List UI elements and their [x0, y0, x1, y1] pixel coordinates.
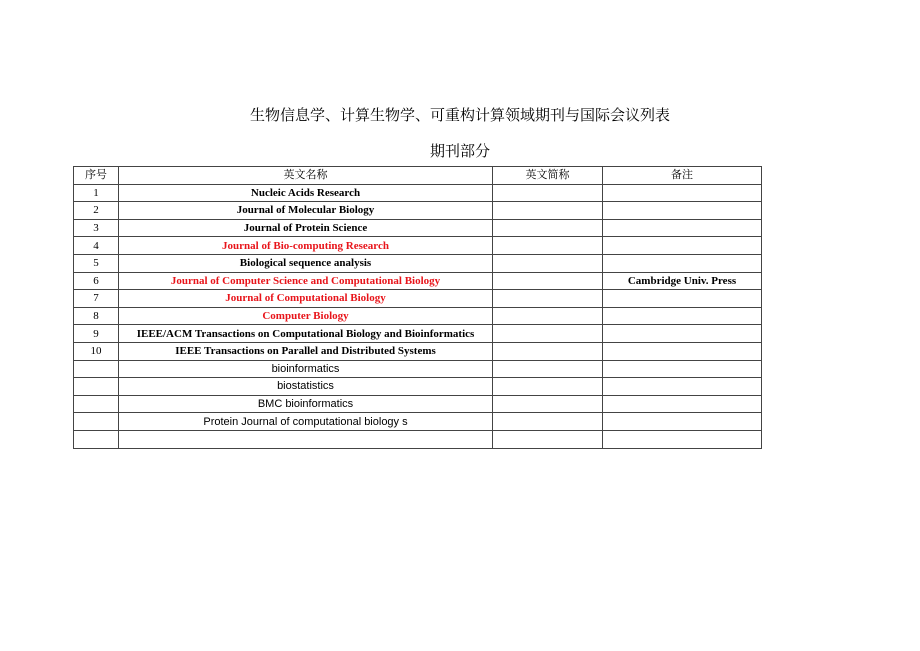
row-number-cell: 5 [74, 254, 119, 272]
remarks-cell [603, 290, 762, 308]
table-row [74, 184, 762, 202]
journal-name-cell: BMC bioinformatics [119, 395, 493, 413]
row-number-cell: 3 [74, 219, 119, 237]
row-number-cell [74, 413, 119, 431]
row-number-cell: 7 [74, 290, 119, 308]
journal-name-cell: Journal of Protein Science [119, 219, 493, 237]
journal-name-cell: Computer Biology [119, 307, 493, 325]
remarks-cell [603, 202, 762, 220]
document-title: 生物信息学、计算生物学、可重构计算领域期刊与国际会议列表 [249, 106, 670, 124]
journal-name-cell: Biological sequence analysis [119, 254, 493, 272]
table-row [74, 307, 762, 325]
journal-name-cell: Journal of Bio-computing Research [119, 237, 493, 255]
abbreviation-cell [493, 307, 603, 325]
row-number-cell [74, 430, 119, 448]
abbreviation-cell [493, 325, 603, 343]
table-row [74, 202, 762, 220]
remarks-cell [603, 307, 762, 325]
column-header-number: 序号 [74, 167, 119, 185]
remarks-cell [603, 325, 762, 343]
table-row [74, 378, 762, 396]
row-number-cell: 6 [74, 272, 119, 290]
abbreviation-cell [493, 202, 603, 220]
abbreviation-cell [493, 272, 603, 290]
journal-name-cell: IEEE Transactions on Parallel and Distributed Systems [119, 342, 493, 360]
table-row [74, 395, 762, 413]
table-row [74, 360, 762, 378]
abbreviation-cell [493, 254, 603, 272]
journal-name-cell: Journal of Computational Biology [119, 290, 493, 308]
remarks-cell [603, 360, 762, 378]
remarks-cell [603, 184, 762, 202]
journal-name-cell: bioinformatics [119, 360, 493, 378]
table-header-row [74, 167, 762, 185]
table-body [74, 184, 762, 448]
remarks-cell [603, 237, 762, 255]
row-number-cell: 10 [74, 342, 119, 360]
abbreviation-cell [493, 290, 603, 308]
row-number-cell: 1 [74, 184, 119, 202]
journal-name-cell: Protein Journal of computational biology s [119, 413, 493, 431]
abbreviation-cell [493, 184, 603, 202]
table-row [74, 254, 762, 272]
row-number-cell: 2 [74, 202, 119, 220]
remarks-cell [603, 430, 762, 448]
abbreviation-cell [493, 413, 603, 431]
section-heading: 期刊部分 [429, 142, 490, 160]
table-row [74, 272, 762, 290]
abbreviation-cell [493, 395, 603, 413]
row-number-cell: 9 [74, 325, 119, 343]
remarks-cell [603, 342, 762, 360]
journal-name-cell: Journal of Computer Science and Computational Biology [119, 272, 493, 290]
abbreviation-cell [493, 360, 603, 378]
row-number-cell: 8 [74, 307, 119, 325]
remarks-cell [603, 219, 762, 237]
remarks-cell [603, 395, 762, 413]
table-row [74, 219, 762, 237]
remarks-cell [603, 413, 762, 431]
row-number-cell [74, 360, 119, 378]
journal-name-cell: Journal of Molecular Biology [119, 202, 493, 220]
abbreviation-cell [493, 430, 603, 448]
table-row [74, 290, 762, 308]
remarks-cell [603, 378, 762, 396]
abbreviation-cell [493, 342, 603, 360]
journal-name-cell [119, 430, 493, 448]
journal-name-cell: biostatistics [119, 378, 493, 396]
abbreviation-cell [493, 219, 603, 237]
column-header-english-name: 英文名称 [119, 167, 493, 185]
abbreviation-cell [493, 378, 603, 396]
journal-name-cell: IEEE/ACM Transactions on Computational Biology and Bioinformatics [119, 325, 493, 343]
table-row [74, 430, 762, 448]
row-number-cell: 4 [74, 237, 119, 255]
table-row [74, 413, 762, 431]
row-number-cell [74, 395, 119, 413]
table-row [74, 237, 762, 255]
column-header-remarks: 备注 [603, 167, 762, 185]
abbreviation-cell [493, 237, 603, 255]
journal-name-cell: Nucleic Acids Research [119, 184, 493, 202]
table-row [74, 342, 762, 360]
column-header-abbreviation: 英文简称 [493, 167, 603, 185]
remarks-cell [603, 254, 762, 272]
row-number-cell [74, 378, 119, 396]
table-row [74, 325, 762, 343]
journal-table [73, 166, 762, 449]
remarks-cell: Cambridge Univ. Press [603, 272, 762, 290]
